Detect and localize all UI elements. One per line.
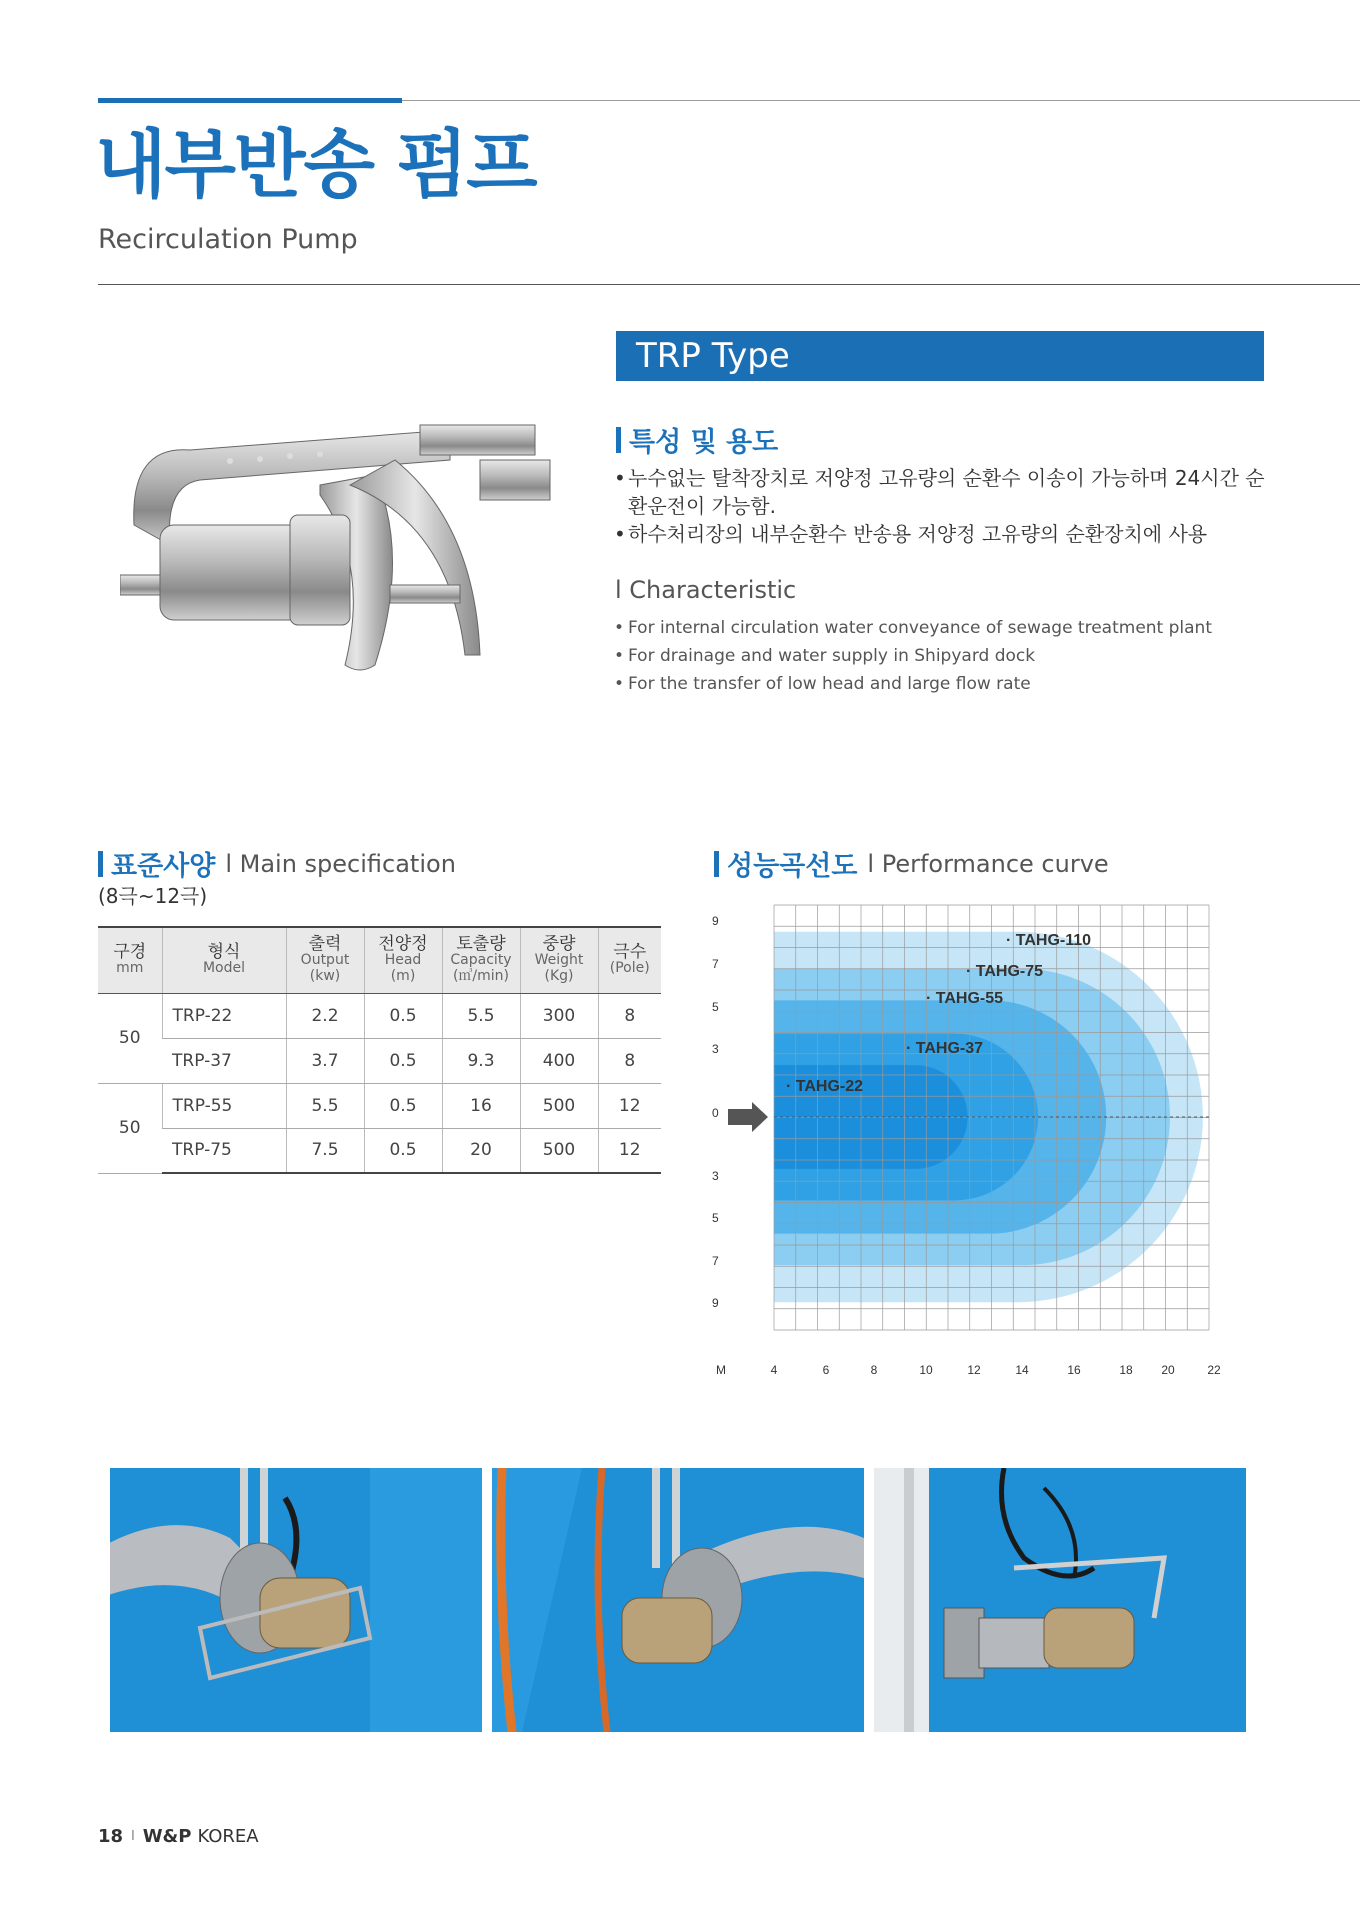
list-item: • For the transfer of low head and large flow rate xyxy=(614,670,1274,698)
pole-cell: 8 xyxy=(598,1038,661,1083)
col-header-pole: 극수 (Pole) xyxy=(598,927,661,993)
bore-cell: 50 xyxy=(98,1083,162,1173)
output-cell: 5.5 xyxy=(286,1083,364,1128)
page-footer xyxy=(98,1826,259,1847)
series-label-tahg-22: · TAHG-22 xyxy=(786,1078,864,1095)
model-cell: TRP-75 xyxy=(162,1128,286,1173)
spec-table xyxy=(98,926,661,1174)
y-tick-label: 9 xyxy=(712,914,719,928)
series-label-tahg-110: · TAHG-110 xyxy=(1006,932,1092,949)
x-axis-label: M xyxy=(716,1363,726,1377)
heading-bar xyxy=(98,851,103,877)
page-title: 내부반송 펌프 xyxy=(95,122,536,208)
footer-separator: l xyxy=(131,1829,135,1844)
flow-arrow-icon xyxy=(728,1102,768,1132)
table-row xyxy=(98,1038,661,1083)
list-item: • For drainage and water supply in Shipyard dock xyxy=(614,642,1274,670)
x-tick-label: 8 xyxy=(870,1363,878,1377)
spec-heading-en: l Main specification xyxy=(225,849,456,878)
output-cell: 7.5 xyxy=(286,1128,364,1173)
list-item: • 누수없는 탈착장치로 저양정 고유량의 순환수 이송이 가능하며 24시간 순환운전이 가능함. xyxy=(614,464,1274,520)
table-row xyxy=(98,1128,661,1173)
weight-cell: 500 xyxy=(520,1128,598,1173)
head-cell: 0.5 xyxy=(364,1083,442,1128)
characteristics-heading-en: l Characteristic xyxy=(615,576,797,604)
curve-areas xyxy=(774,932,1203,1302)
y-tick-label: 5 xyxy=(712,1211,719,1225)
section-divider xyxy=(98,284,1360,285)
x-tick-label: 10 xyxy=(919,1363,933,1377)
x-tick-label: 4 xyxy=(770,1363,778,1377)
capacity-cell: 20 xyxy=(442,1128,520,1173)
curve-y-ticks xyxy=(712,914,719,1310)
page-number: 18 xyxy=(98,1826,124,1847)
y-tick-label: 3 xyxy=(712,1042,719,1056)
pump-product-image xyxy=(120,405,580,705)
pole-cell: 12 xyxy=(598,1128,661,1173)
characteristics-list-ko xyxy=(614,464,1274,548)
col-header-model: 형식 Model xyxy=(162,927,286,993)
capacity-cell: 9.3 xyxy=(442,1038,520,1083)
table-row xyxy=(98,993,661,1038)
head-cell: 0.5 xyxy=(364,1038,442,1083)
output-cell: 3.7 xyxy=(286,1038,364,1083)
series-label-tahg-75: · TAHG-75 xyxy=(966,963,1044,980)
weight-cell: 300 xyxy=(520,993,598,1038)
table-row xyxy=(98,1083,661,1128)
series-label-tahg-55: · TAHG-55 xyxy=(926,990,1004,1007)
characteristics-heading-ko: 특성 및 용도 xyxy=(629,427,779,458)
col-header-capacity: 토출량 Capacity (㎥/min) xyxy=(442,927,520,993)
installation-photo-2 xyxy=(492,1468,864,1732)
curve-heading-ko: 성능곡선도 xyxy=(727,851,858,882)
y-tick-label: 0 xyxy=(712,1106,719,1120)
col-header-bore: 구경 mm xyxy=(98,927,162,993)
pole-cell: 8 xyxy=(598,993,661,1038)
weight-cell: 500 xyxy=(520,1083,598,1128)
page-subtitle: Recirculation Pump xyxy=(98,224,358,255)
list-item: • For internal circulation water conveyance of sewage treatment plant xyxy=(614,614,1274,642)
curve-x-ticks xyxy=(716,1363,1221,1377)
curve-heading-en: l Performance curve xyxy=(867,849,1109,878)
spec-heading xyxy=(98,844,456,883)
curve-heading xyxy=(714,844,1109,883)
series-label-tahg-37: · TAHG-37 xyxy=(906,1040,984,1057)
footer-company: KOREA xyxy=(197,1826,259,1847)
header-accent-bar xyxy=(98,98,402,103)
model-cell: TRP-22 xyxy=(162,993,286,1038)
x-tick-label: 20 xyxy=(1161,1363,1175,1377)
heading-bar xyxy=(714,851,719,877)
performance-curve-chart xyxy=(712,900,1232,1390)
y-tick-label: 9 xyxy=(712,1296,719,1310)
x-tick-label: 12 xyxy=(967,1363,981,1377)
characteristics-heading xyxy=(616,420,778,459)
col-header-output: 출력 Output (kw) xyxy=(286,927,364,993)
bore-cell: 50 xyxy=(98,993,162,1083)
pole-cell: 12 xyxy=(598,1083,661,1128)
pole-range-note: (8극~12극) xyxy=(98,884,208,908)
output-cell: 2.2 xyxy=(286,993,364,1038)
x-tick-label: 16 xyxy=(1067,1363,1081,1377)
x-tick-label: 6 xyxy=(822,1363,830,1377)
table-header-row xyxy=(98,927,661,993)
list-item: • 하수처리장의 내부순환수 반송용 저양정 고유량의 순환장치에 사용 xyxy=(614,520,1274,548)
capacity-cell: 5.5 xyxy=(442,993,520,1038)
capacity-cell: 16 xyxy=(442,1083,520,1128)
installation-photo-3 xyxy=(874,1468,1246,1732)
x-tick-label: 18 xyxy=(1119,1363,1133,1377)
col-header-head: 전양정 Head (m) xyxy=(364,927,442,993)
footer-brand: W&P xyxy=(142,1826,192,1847)
model-cell: TRP-37 xyxy=(162,1038,286,1083)
x-tick-label: 14 xyxy=(1015,1363,1029,1377)
model-cell: TRP-55 xyxy=(162,1083,286,1128)
col-header-weight: 중량 Weight (Kg) xyxy=(520,927,598,993)
head-cell: 0.5 xyxy=(364,1128,442,1173)
y-tick-label: 3 xyxy=(712,1169,719,1183)
type-banner: TRP Type xyxy=(616,331,1264,381)
weight-cell: 400 xyxy=(520,1038,598,1083)
heading-bar xyxy=(616,427,621,453)
installation-photo-1 xyxy=(110,1468,482,1732)
y-tick-label: 5 xyxy=(712,1000,719,1014)
y-tick-label: 7 xyxy=(712,1254,719,1268)
x-tick-label: 22 xyxy=(1207,1363,1221,1377)
head-cell: 0.5 xyxy=(364,993,442,1038)
characteristics-list-en xyxy=(614,614,1274,698)
spec-heading-ko: 표준사양 xyxy=(111,851,216,882)
y-tick-label: 7 xyxy=(712,957,719,971)
